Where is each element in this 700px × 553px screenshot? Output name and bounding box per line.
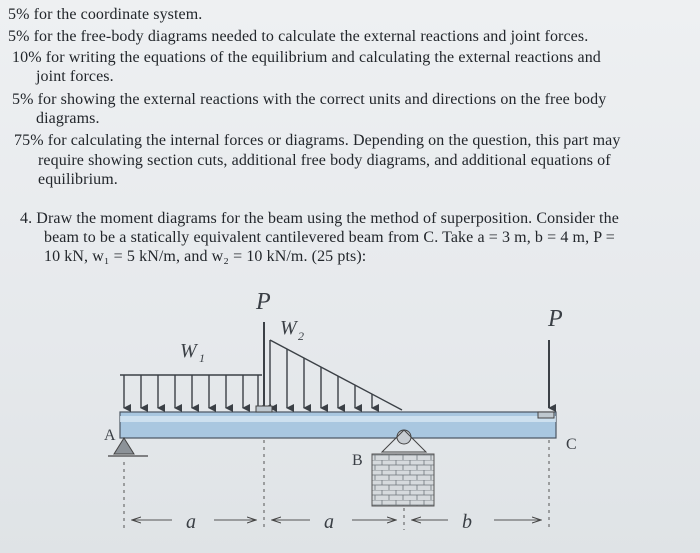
label-c-end: C: [566, 436, 577, 453]
uniform-load-w1: [120, 375, 262, 408]
grading-line-4: joint forces.: [36, 68, 114, 85]
problem-line-1: 4. Draw the moment diagrams for the beam using the method of superposition. Consider the: [20, 210, 619, 227]
dim-a2-label: a: [324, 511, 334, 533]
label-w2-subscript: 2: [298, 329, 304, 343]
grading-line-7: 75% for calculating the internal forces or diagrams. Depending on the question, this part may: [14, 132, 621, 149]
dim-b-label: b: [462, 511, 472, 533]
triangular-load-w2: [270, 340, 402, 410]
label-w1-subscript: 1: [199, 351, 205, 365]
dim-a1-label: a: [186, 511, 196, 533]
label-p-mid: P: [256, 289, 271, 315]
label-a-support: A: [104, 427, 116, 444]
pin-support-a: [114, 438, 134, 454]
label-p-end: P: [548, 306, 563, 332]
roller-support-b: [397, 430, 411, 444]
grading-line-9: equilibrium.: [38, 171, 118, 188]
grading-line-5: 5% for showing the external reactions with the correct units and directions on the free body: [12, 91, 607, 108]
beam: [120, 412, 556, 438]
grading-line-3: 10% for writing the equations of the equilibrium and calculating the external reactions and: [12, 49, 601, 66]
grading-line-6: diagrams.: [36, 110, 100, 127]
problem-line-3: 10 kN, w₁ = 5 kN/m, and w₂ = 10 kN/m. (25 pts):: [44, 248, 367, 265]
label-b-support: B: [352, 452, 363, 469]
grading-line-1: 5% for the coordinate system.: [8, 6, 203, 23]
grading-line-8: require showing section cuts, additional free body diagrams, and additional equations of: [38, 152, 611, 169]
problem-line-2: beam to be a statically equivalent cantilevered beam from C. Take a = 3 m, b = 4 m, P =: [44, 229, 615, 246]
brick-support: [372, 454, 434, 506]
grading-line-2: 5% for the free-body diagrams needed to calculate the external reactions and joint forces.: [8, 28, 589, 45]
label-w1: W: [180, 340, 197, 362]
label-w2: W: [280, 317, 297, 339]
